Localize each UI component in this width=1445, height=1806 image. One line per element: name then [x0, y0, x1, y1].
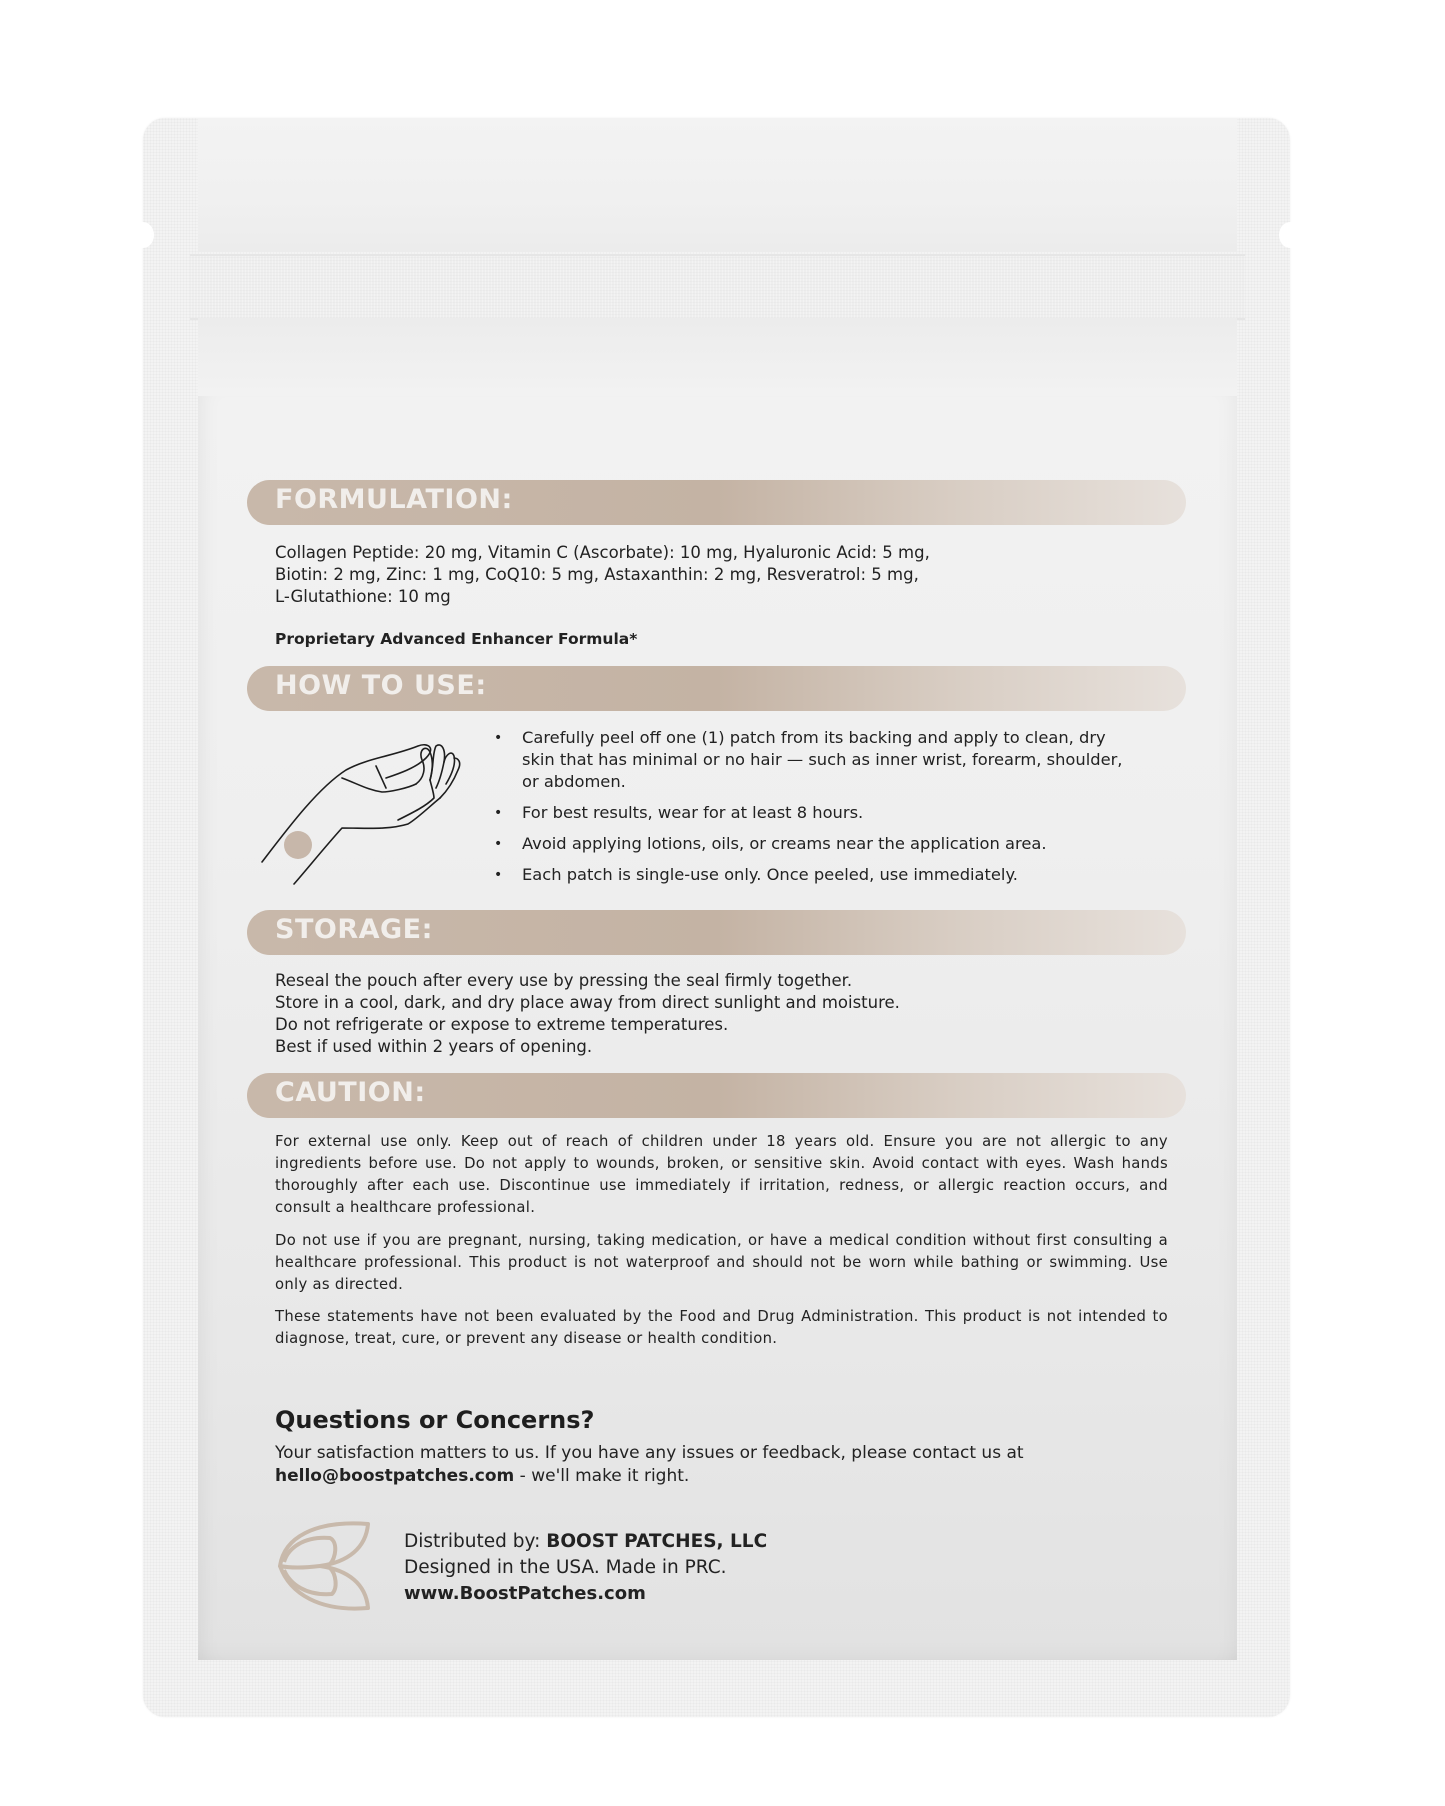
bullet-icon: •	[494, 805, 503, 821]
how-to-use-item: • Each patch is single-use only. Once peeled, use immediately.	[494, 865, 1018, 884]
how-to-use-header	[247, 666, 1186, 711]
how-to-use-item: • Avoid applying lotions, oils, or creams near the application area.	[494, 834, 1047, 853]
formulation-line-3: L-Glutathione: 10 mg	[275, 587, 451, 606]
how-to-use-item: • For best results, wear for at least 8 hours.	[494, 803, 864, 822]
tear-notch-left	[132, 222, 154, 248]
how-to-use-title: HOW TO USE:	[275, 670, 487, 701]
proprietary-formula: Proprietary Advanced Enhancer Formula*	[275, 630, 638, 648]
storage-line-3: Do not refrigerate or expose to extreme temperatures.	[275, 1015, 729, 1034]
questions-title: Questions or Concerns?	[275, 1406, 595, 1434]
caution-title: CAUTION:	[275, 1077, 426, 1108]
zip-seal-lower	[198, 318, 1237, 396]
caution-paragraph-3: These statements have not been evaluated by the Food and Drug Administration. This product is not intended to diagnose, treat, cure, or prevent any disease or health condition.	[275, 1308, 1168, 1347]
bullet-icon: •	[494, 867, 503, 883]
tear-notch-right	[1279, 222, 1301, 248]
storage-line-4: Best if used within 2 years of opening.	[275, 1037, 593, 1056]
bullet-icon: •	[494, 730, 503, 746]
boost-leaf-logo-icon	[274, 1514, 374, 1616]
how-to-use-item: • Carefully peel off one (1) patch from its backing and apply to clean, dry skin that has minimal or no hair — such as inner wrist, forearm, shoulder, or abdomen.	[494, 728, 1123, 791]
caution-paragraph-2: Do not use if you are pregnant, nursing, taking medication, or have a medical condition without first consulting a healthcare professional. This product is not waterproof and should not be worn while bathing or swimming. Use only as directed.	[275, 1232, 1168, 1293]
formulation-title: FORMULATION:	[275, 484, 513, 515]
formulation-line-2: Biotin: 2 mg, Zinc: 1 mg, CoQ10: 5 mg, Astaxanthin: 2 mg, Resveratrol: 5 mg,	[275, 565, 919, 584]
distributed-by: Distributed by: BOOST PATCHES, LLC	[404, 1531, 768, 1552]
how-to-use-list	[494, 727, 1134, 895]
questions-line-1: Your satisfaction matters to us. If you have any issues or feedback, please contact us at	[275, 1443, 1024, 1463]
caution-header	[247, 1073, 1186, 1118]
pouch-top-flap	[198, 118, 1237, 252]
zip-seal	[190, 254, 1245, 320]
origin-line: Designed in the USA. Made in PRC.	[404, 1557, 727, 1578]
storage-line-1: Reseal the pouch after every use by pressing the seal firmly together.	[275, 971, 853, 990]
formulation-line-1: Collagen Peptide: 20 mg, Vitamin C (Ascorbate): 10 mg, Hyaluronic Acid: 5 mg,	[275, 543, 930, 562]
questions-line-2: hello@boostpatches.com - we'll make it right.	[275, 1466, 690, 1486]
storage-header	[247, 910, 1186, 955]
formulation-header	[247, 480, 1186, 525]
patch-marker	[284, 831, 312, 859]
distributor-name: BOOST PATCHES, LLC	[546, 1531, 768, 1552]
contact-email[interactable]: hello@boostpatches.com	[275, 1466, 515, 1486]
hand-with-patch-icon	[258, 728, 468, 888]
storage-title: STORAGE:	[275, 914, 433, 945]
storage-line-2: Store in a cool, dark, and dry place away from direct sunlight and moisture.	[275, 993, 900, 1012]
bullet-icon: •	[494, 836, 503, 852]
caution-paragraph-1: For external use only. Keep out of reach of children under 18 years old. Ensure you are not allergic to any ingredients before use. Do not apply to wounds, broken, or sensitive skin. Avoid contact with eyes. Wash hands thoroughly after each use. Discontinue use immediately if irritation, redness, or allergic reaction occurs, and consult a healthcare professional.	[275, 1133, 1168, 1216]
website-link[interactable]: www.BoostPatches.com	[404, 1583, 646, 1604]
